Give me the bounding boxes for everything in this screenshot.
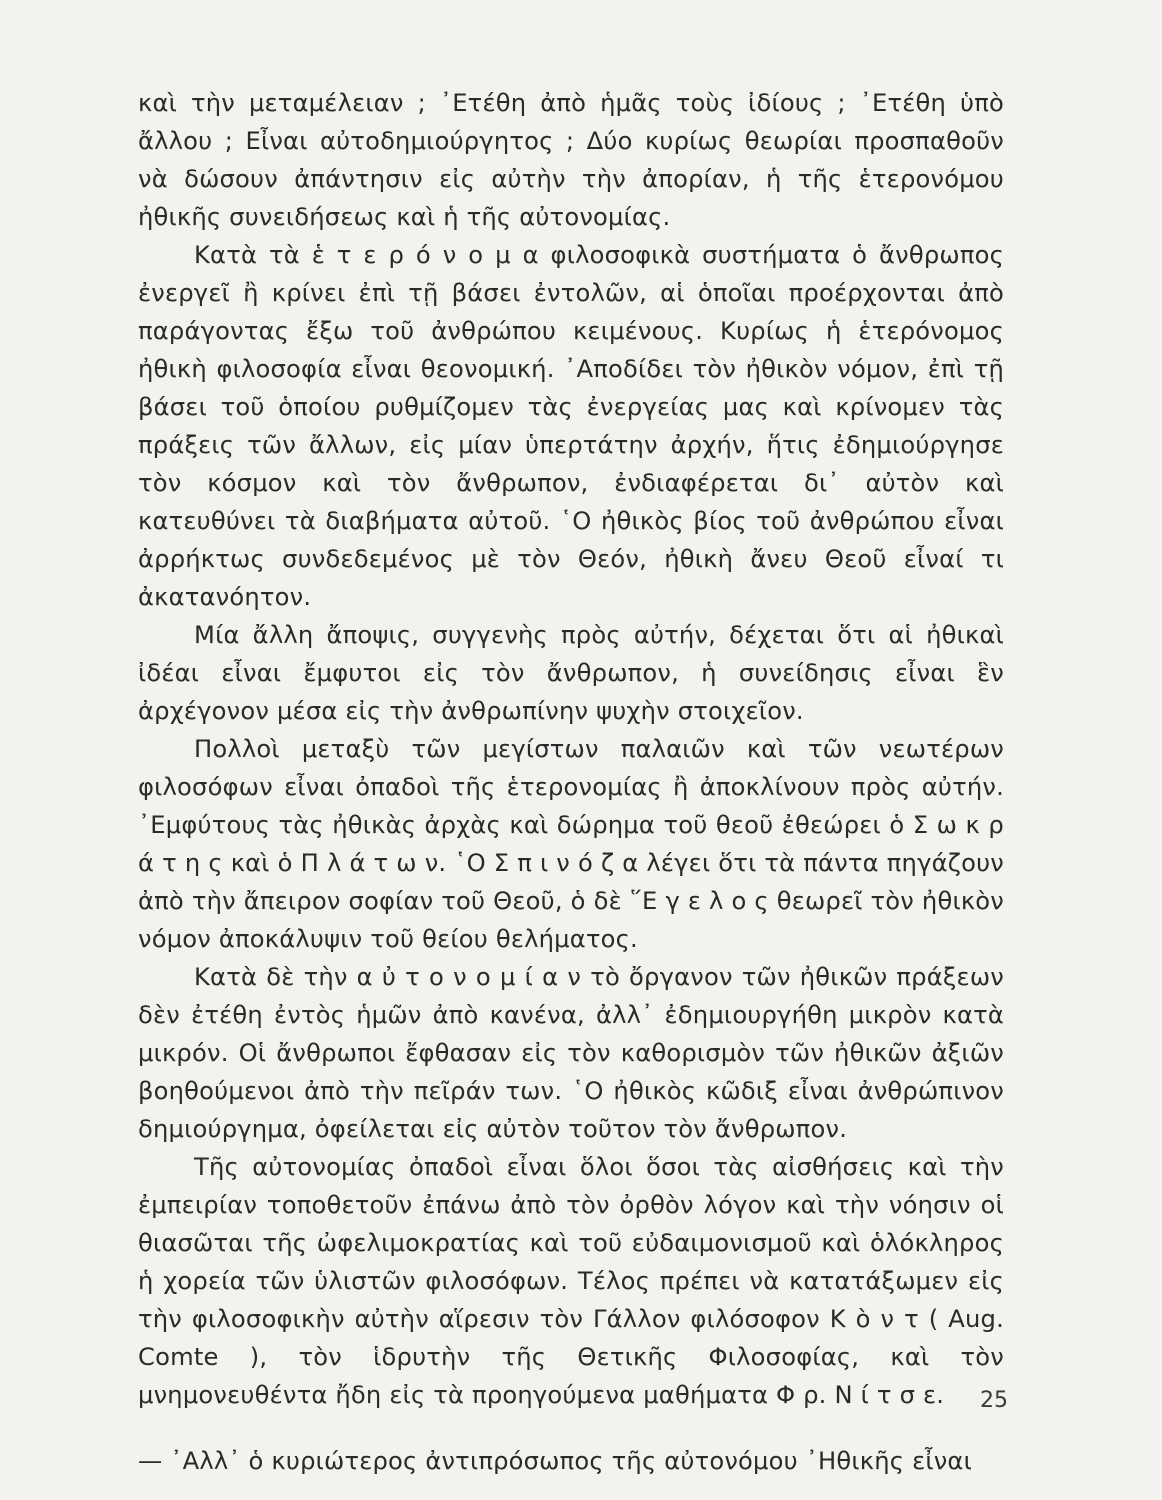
- page-number: 25: [980, 1388, 1008, 1413]
- paragraph-7: — ᾿Αλλ᾿ ὁ κυριώτερος ἀντιπρόσωπος τῆς αὐτονόμου ᾿Ηθικῆς εἶναι: [138, 1447, 972, 1475]
- paragraph-1: καὶ τὴν μεταμέλειαν ; ᾿Ετέθη ἀπὸ ἡμᾶς τοὺς ἰδίους ; ᾿Ετέθη ὑπὸ ἄλλου ; Εἶναι αὐτοδημιούργητος ; Δύο κυρίως θεωρίαι προσπαθοῦν νὰ δώσουν ἀπάντησιν εἰς αὐτὴν τὴν ἀπορίαν, ἡ τῆς ἑτερονόμου ἠθικῆς συνειδήσεως καὶ ἡ τῆς αὐτονομίας.: [138, 89, 1004, 231]
- paragraph-6: Τῆς αὐτονομίας ὀπαδοὶ εἶναι ὅλοι ὅσοι τὰς αἰσθήσεις καὶ τὴν ἐμπειρίαν τοποθετοῦν ἐπάνω ἀπὸ τὸν ὀρθὸν λόγον καὶ τὴν νόησιν οἱ θιασῶται τῆς ὠφελιμοκρατίας καὶ τοῦ εὐδαιμονισμοῦ καὶ ὁλόκληρος ἡ χορεία τῶν ὑλιστῶν φιλοσόφων. Τέλος πρέπει νὰ κατατάξωμεν εἰς τὴν φιλοσοφικὴν αὐτὴν αἵρεσιν τὸν Γάλλον φιλόσοφον Κ ὸ ν τ ( Aug. Comte ), τὸν ἱδρυτὴν τῆς Θετικῆς Φιλοσοφίας, καὶ τὸν μνημονευθέντα ἤδη εἰς τὰ προηγούμενα μαθήματα Φ ρ. Ν ί τ σ ε.: [138, 1153, 1004, 1409]
- paragraph-5: Κατὰ δὲ τὴν α ὐ τ ο ν ο μ ί α ν τὸ ὄργανον τῶν ἠθικῶν πράξεων δὲν ἐτέθη ἐντὸς ἡμῶν ἀπὸ κανένα, ἀλλ᾿ ἐδημιουργήθη μικρὸν κατὰ μικρόν. Οἱ ἄνθρωποι ἔφθασαν εἰς τὸν καθορισμὸν τῶν ἠθικῶν ἀξιῶν βοηθούμενοι ἀπὸ τὴν πεῖράν των. ῾Ο ἠθικὸς κῶδιξ εἶναι ἀνθρώπινον δημιούργημα, ὀφείλεται εἰς αὐτὸν τοῦτον τὸν ἄνθρωπον.: [138, 963, 1004, 1143]
- paragraph-2: Κατὰ τὰ ἑ τ ε ρ ό ν ο μ α φιλοσοφικὰ συστήματα ὁ ἄνθρωπος ἐνεργεῖ ἢ κρίνει ἐπὶ τῇ βάσει ἐντολῶν, αἱ ὁποῖαι προέρχονται ἀπὸ παράγοντας ἔξω τοῦ ἀνθρώπου κειμένους. Κυρίως ἡ ἑτερόνομος ἠθικὴ φιλοσοφία εἶναι θεονομική. ᾿Αποδίδει τὸν ἠθικὸν νόμον, ἐπὶ τῇ βάσει τοῦ ὁποίου ρυθμίζομεν τὰς ἐνεργείας μας καὶ κρίνομεν τὰς πράξεις τῶν ἄλλων, εἰς μίαν ὑπερτάτην ἀρχήν, ἥτις ἐδημιούργησε τὸν κόσμον καὶ τὸν ἄνθρωπον, ἐνδιαφέρεται δι᾿ αὐτὸν καὶ κατευθύνει τὰ διαβήματα αὐτοῦ. ῾Ο ἠθικὸς βίος τοῦ ἀνθρώπου εἶναι ἀρρήκτως συνδεδεμένος μὲ τὸν Θεόν, ἠθικὴ ἄνευ Θεοῦ εἶναί τι ἀκατανόητον.: [138, 241, 1004, 611]
- paragraph-4: Πολλοὶ μεταξὺ τῶν μεγίστων παλαιῶν καὶ τῶν νεωτέρων φιλοσόφων εἶναι ὀπαδοὶ τῆς ἑτερονομίας ἢ ἀποκλίνουν πρὸς αὐτήν. ᾿Εμφύτους τὰς ἠθικὰς ἀρχὰς καὶ δώρημα τοῦ θεοῦ ἐθεώρει ὁ Σ ω κ ρ ά τ η ς καὶ ὁ Π λ ά τ ω ν. ῾Ο Σ π ι ν ό ζ α λέγει ὅτι τὰ πάντα πηγάζουν ἀπὸ τὴν ἄπειρον σοφίαν τοῦ Θεοῦ, ὁ δὲ ῞Ε γ ε λ ο ς θεωρεῖ τὸν ἠθικὸν νόμον ἀποκάλυψιν τοῦ θείου θελήματος.: [138, 735, 1004, 953]
- paragraph-3: Μία ἄλλη ἄποψις, συγγενὴς πρὸς αὐτήν, δέχεται ὅτι αἱ ἠθικαὶ ἰδέαι εἶναι ἔμφυτοι εἰς τὸν ἄνθρωπον, ἡ συνείδησις εἶναι ἓν ἀρχέγονον μέσα εἰς τὴν ἀνθρωπίνην ψυχὴν στοιχεῖον.: [138, 621, 1004, 725]
- body-text: [138, 84, 1004, 1480]
